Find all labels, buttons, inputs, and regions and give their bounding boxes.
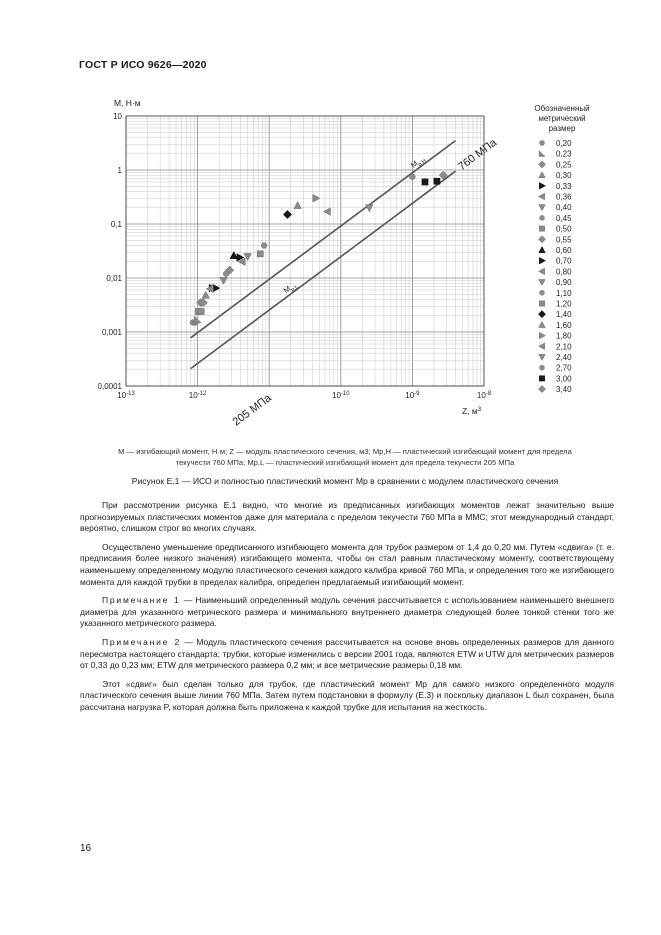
legend-marker-2-40 [539,354,546,360]
legend-label: 0,45 [556,213,572,223]
data-point-1-40 [283,210,291,218]
legend-marker-0-80 [539,268,545,275]
legend-label: 0,30 [556,171,572,181]
x-axis-label: Z, $м^3$ [462,406,482,416]
reference-line-name: $M_{p,L}$ [281,284,300,296]
legend-marker-0-25 [538,161,545,168]
data-point-0-30 [202,291,210,298]
legend-label: 3,00 [556,374,572,384]
y-axis-label: M, Н·м [114,98,141,108]
legend-label: 0,60 [556,246,572,255]
note-2-text: — Модуль пластического сечения рассчитывается на основе вновь определенных размеров для данного пересмотра настоящего стандарта; трубки, которые изменились с версии 2001 года, являются ETW и UTW для метрических размеров от 0,33 до 0,23 мм; ETW для метрического размера 0,2 мм; и все метрические размеры 0,18 мм. [80,636,614,671]
legend-marker-1-20 [539,301,544,306]
page-number: 16 [80,843,92,854]
y-tick-label: 0,1 [110,220,122,229]
legend-label: 0,50 [556,224,572,234]
legend-label: 0,90 [556,278,572,288]
note-1 [80,595,614,630]
note-1-text: — Наименьший определенный модуль сечения рассчитывается с использованием наименьшего внешнего диаметра для указанного метрического размера и минимального внутреннего диаметра следующей более тонкой стенки того же указанного метрического размера. [80,595,615,629]
data-point-3-00 [422,179,428,185]
reference-line-subscript: p,H [417,158,428,169]
legend-marker-1-80 [539,332,545,339]
legend-marker-3-00 [539,376,544,381]
legend-marker-0-90 [539,279,546,285]
legend-label: 0,70 [556,256,572,266]
note-1-label: Примечание 1 [102,595,181,606]
reference-line-name: $M_{p,H}$ [408,158,428,170]
x-tick-label: $10^{-10}$ [332,391,350,400]
figure-legend-note-line1: M — изгибающий момент, Н·м; Z — модуль пластического сечения, м3; Mp,H — пластический изгибающий момент для предела [118,447,572,456]
legend-label: 2,70 [556,363,572,373]
data-point-1-80 [313,194,320,202]
legend-marker-0-20 [540,141,545,146]
legend-label: 1,60 [556,320,572,330]
data-point-3-00 [434,178,440,184]
legend-marker-0-60 [539,247,546,253]
legend-marker-1-10 [540,290,545,295]
reference-line-annotation: 205 МПа [230,392,274,429]
x-tick-exponent: -9 [414,391,420,397]
x-tick-exponent: -10 [340,391,350,397]
y-tick-label: 1 [117,166,122,175]
data-point-0-60 [230,252,238,259]
data-point-0-33 [213,284,220,292]
reference-line-annotation: 760 МПа [456,136,500,174]
x-tick-label: $10^{-8}$ [476,391,492,400]
legend-marker-0-33 [539,183,545,190]
figure-caption: Рисунок Е.1 — ИСО и полностью пластический момент Mp в сравнении с модулем пластического сечения [131,476,559,486]
legend-marker-0-55 [538,236,545,243]
paragraph-2: Осуществлено уменьшение предписанного изгибающего момента для трубок размером от 1,4 до 0,20 мм. Путем «сдвига» (т. е. предписания более низкого значения) изгибающего момента, чтобы он стал равным пластическому моменту, соответствующему наименьшему определенному модулю пластического сечения каждого калибра кривой 760 МПа, и определения того же изгибающего момента для каждой трубки в пределах калибра, определен предлагаемый изгибающий момент. [80,541,614,587]
paragraph-1: При рассмотрении рисунка Е.1 видно, что многие из предписанных изгибающих моментов лежат значительно выше прогнозируемых пластических моментов даже для материала с пределом текучести 760 МПа в ММС; этот международный стандарт, вероятно, слишком строг во многих случаях. [80,500,614,534]
y-tick-label: 0,01 [106,274,122,283]
note-2-label: Примечание 2 [102,636,181,647]
legend-marker-0-50 [539,226,544,231]
x-tick-exponent: -13 [126,391,135,397]
legend-title-line: размер [548,124,576,133]
legend-label: 1,80 [556,331,572,341]
data-point-2-10 [323,208,330,216]
data-point-0-50 [198,308,204,314]
legend-label: 2,10 [556,342,572,352]
figure-legend-note-line2: текучести 760 МПа; Mp,L — пластический изгибающий момент для предела текучести 205 МПа [175,458,515,467]
legend-label: 1,10 [556,288,572,298]
x-axis-label-exponent: 3 [477,407,482,413]
legend-label: 0,23 [556,149,572,159]
legend-marker-1-60 [539,321,546,327]
legend-marker-2-10 [539,343,545,350]
legend-marker-0-36 [539,193,545,200]
data-point-2-40 [366,205,374,212]
legend-label: 1,20 [556,299,572,309]
y-tick-label: 0,001 [101,328,122,337]
body-text [80,500,614,721]
data-point-2-70 [410,174,416,180]
legend-title-line: Обозначенный [534,104,590,113]
legend-marker-0-23 [539,151,545,157]
legend-label: 0,25 [556,160,572,170]
x-tick-exponent: -12 [197,391,207,397]
plot-frame [126,116,484,386]
x-tick-label: $10^{-9}$ [405,391,420,400]
paragraph-3: Этот «сдвиг» был сделан только для трубок, где пластический момент Mp для самого низкого определенного модуля пластического сечения выше линии 760 МПа. Затем путем подстановки в формулу (Е.3) и поскольку диапазон L был сохранен, была рассчитана нагрузка P, которая должна быть приложена к каждой трубке для испытания на жесткость. [80,678,614,712]
x-tick-exponent: -8 [485,391,492,397]
legend-label: 0,33 [556,181,572,191]
legend-label: 0,40 [556,203,572,213]
data-point-1-20 [257,251,263,257]
legend-label: 1,40 [556,310,572,320]
legend-marker-0-45 [540,215,545,220]
note-2 [80,637,614,672]
legend-marker-1-40 [538,311,545,318]
document-header: ГОСТ Р ИСО 9626—2020 [79,59,207,71]
legend-title-line: метрический [538,114,586,123]
legend-marker-3-40 [538,386,545,393]
x-tick-label: $10^{-13}$ [117,391,135,400]
x-tick-label: $10^{-12}$ [188,391,207,400]
data-point-1-10 [261,243,267,249]
legend-label: 0,80 [556,267,572,277]
y-tick-label: 0,0001 [97,382,122,391]
legend-label: 2,40 [556,353,572,362]
legend-label: 0,36 [556,192,572,202]
y-tick-label: 10 [113,112,122,121]
bending-moment-chart [0,0,661,440]
legend-label: 3,40 [556,385,572,395]
legend-marker-0-30 [539,172,546,178]
legend-marker-0-40 [539,205,546,211]
reference-line-subscript: p,L [290,284,300,294]
data-point-1-60 [294,202,302,209]
figure-legend-note [80,446,610,468]
legend-label: 0,55 [556,235,572,245]
legend-label: 0,20 [556,139,572,148]
legend-marker-0-70 [539,257,545,264]
legend-marker-2-70 [540,365,545,370]
